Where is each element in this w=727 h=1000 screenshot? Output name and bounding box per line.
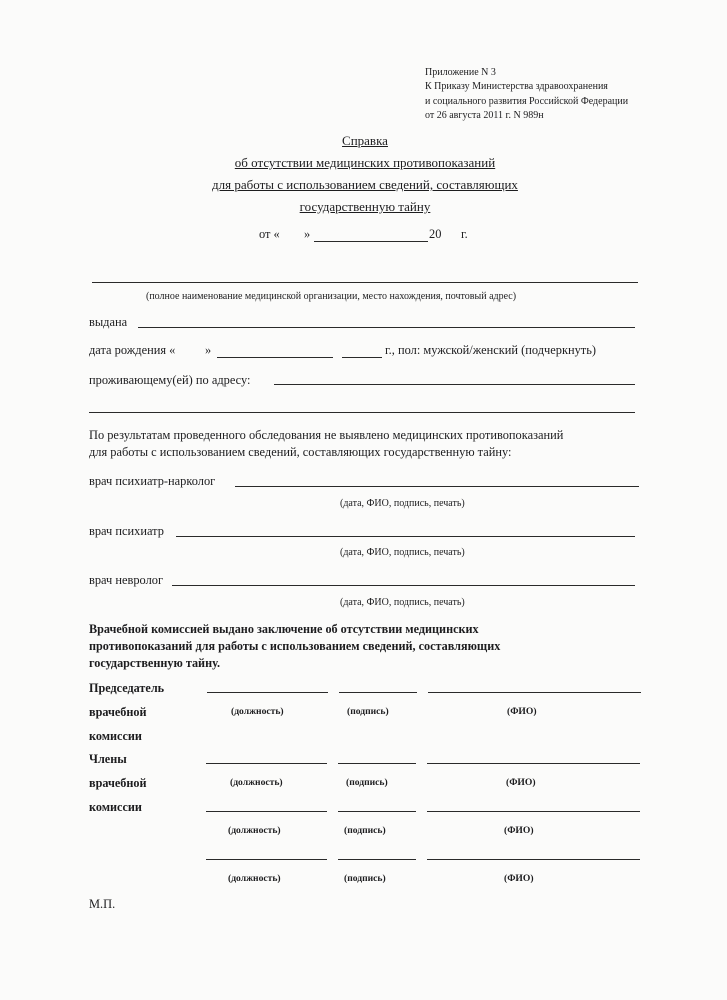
appendix-header: [425, 66, 628, 123]
commission-text: [89, 621, 500, 672]
date-quote-close: »: [304, 227, 311, 241]
chairman-label: Председатель: [89, 681, 165, 695]
birth-month-field[interactable]: [217, 357, 333, 358]
stamp-place-label: М.П.: [89, 897, 116, 911]
header-line: и социального развития Российской Федерации: [425, 95, 629, 107]
chairman-position-caption: (должность): [231, 706, 284, 717]
member-1-position-caption: (должность): [230, 777, 283, 788]
date-year-prefix: 20: [429, 227, 442, 241]
member-1-name-caption: (ФИО): [506, 777, 536, 788]
doctor-psychiatrist-label: врач психиатр: [89, 524, 164, 538]
exam-result-line: По результатам проведенного обследования не выявлено медицинских противопоказаний: [89, 428, 564, 442]
member-3-signature-caption: (подпись): [344, 873, 386, 884]
chairman-label-line-3: комиссии: [89, 729, 142, 743]
member-3-position-field[interactable]: [206, 859, 327, 860]
header-line: Приложение N 3: [425, 67, 496, 78]
doctor-psychiatrist-field[interactable]: [176, 536, 635, 537]
title-line: об отсутствии медицинских противопоказаний: [234, 155, 496, 170]
member-3-name-caption: (ФИО): [504, 873, 534, 884]
date-month-field[interactable]: [314, 241, 428, 242]
title-line: для работы с использованием сведений, составляющих: [212, 177, 518, 192]
chairman-name-field[interactable]: [428, 692, 641, 693]
member-3-signature-field[interactable]: [338, 859, 416, 860]
commission-line: противопоказаний для работы с использованием сведений, составляющих: [89, 639, 501, 653]
address-field-line-2[interactable]: [89, 412, 635, 413]
header-line: от 26 августа 2011 г. N 989н: [425, 109, 544, 121]
members-label-line-3: комиссии: [89, 800, 142, 814]
member-1-position-field[interactable]: [206, 763, 327, 764]
birth-date-quote: »: [205, 343, 212, 357]
header-line: К Приказу Министерства здравоохранения: [425, 81, 608, 93]
members-label: Члены: [89, 752, 127, 766]
member-2-position-field[interactable]: [206, 811, 327, 812]
organization-field[interactable]: [92, 282, 638, 283]
date-prefix: от «: [259, 227, 280, 241]
members-label-line-2: врачебной: [89, 776, 147, 790]
issued-to-field[interactable]: [138, 327, 635, 328]
issued-to-label: выдана: [89, 315, 128, 329]
title-line: государственную тайну: [299, 199, 431, 214]
member-1-signature-caption: (подпись): [346, 777, 388, 788]
exam-result-line: для работы с использованием сведений, составляющих государственную тайну:: [89, 445, 512, 459]
member-2-signature-caption: (подпись): [344, 825, 386, 836]
organization-caption: (полное наименование медицинской организации, место нахождения, почтовый адрес): [146, 291, 517, 302]
doctor-psychiatrist-caption: (дата, ФИО, подпись, печать): [340, 547, 465, 558]
address-label: проживающему(ей) по адресу:: [89, 373, 251, 387]
member-2-name-caption: (ФИО): [504, 825, 534, 836]
doctor-neurologist-label: врач невролог: [89, 573, 164, 587]
chairman-position-field[interactable]: [207, 692, 328, 693]
member-3-position-caption: (должность): [228, 873, 281, 884]
commission-line: государственную тайну.: [89, 656, 221, 670]
commission-line: Врачебной комиссией выдано заключение об отсутствии медицинских: [89, 622, 479, 636]
member-1-name-field[interactable]: [427, 763, 640, 764]
chairman-name-caption: (ФИО): [507, 706, 537, 717]
birth-year-field[interactable]: [342, 357, 382, 358]
birth-date-label: дата рождения «: [89, 343, 176, 357]
birth-date-suffix: г., пол: мужской/женский (подчеркнуть): [385, 343, 597, 357]
doctor-narcologist-caption: (дата, ФИО, подпись, печать): [340, 498, 465, 509]
document-title: Справка: [342, 133, 388, 148]
doctor-narcologist-field[interactable]: [235, 486, 639, 487]
chairman-label-line-2: врачебной: [89, 705, 147, 719]
chairman-signature-field[interactable]: [339, 692, 417, 693]
member-2-position-caption: (должность): [228, 825, 281, 836]
doctor-neurologist-caption: (дата, ФИО, подпись, печать): [340, 597, 465, 608]
address-field[interactable]: [274, 384, 635, 385]
doctor-narcologist-label: врач психиатр-нарколог: [89, 474, 216, 488]
chairman-signature-caption: (подпись): [347, 706, 389, 717]
member-1-signature-field[interactable]: [338, 763, 416, 764]
date-year-suffix: г.: [461, 227, 468, 241]
member-2-name-field[interactable]: [427, 811, 640, 812]
member-2-signature-field[interactable]: [338, 811, 416, 812]
member-3-name-field[interactable]: [427, 859, 640, 860]
doctor-neurologist-field[interactable]: [172, 585, 635, 586]
